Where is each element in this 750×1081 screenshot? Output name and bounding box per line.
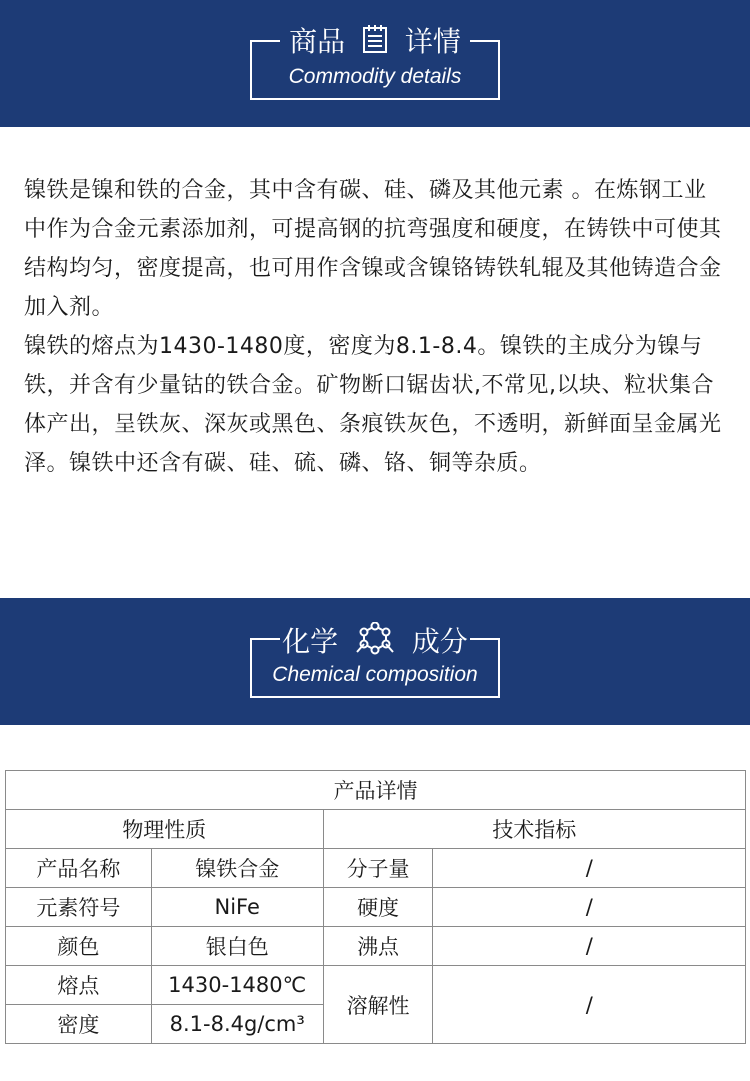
tech-label: 溶解性 — [323, 966, 433, 1044]
description-paragraph-2: 镍铁的熔点为1430-1480度，密度为8.1-8.4。镍铁的主成分为镍与铁，并含有少量钴的铁合金。矿物断口锯齿状,不常见,以块、粒状集合体产出，呈铁灰、深灰或黑色、条痕铁灰色，不透明，新鲜面呈金属光泽。镍铁中还含有碳、硅、硫、磷、铬、铜等杂质。 — [24, 334, 722, 476]
section-title-frame — [250, 25, 500, 100]
table-row — [6, 849, 746, 888]
section-title-right: 详情 — [404, 25, 461, 58]
table-row — [6, 888, 746, 927]
row-value: 1430-1480℃ — [151, 966, 323, 1005]
section-subtitle: Commodity details — [288, 65, 462, 88]
table-title: 产品详情 — [6, 771, 746, 810]
tech-value: / — [433, 966, 746, 1044]
notepad-icon — [362, 24, 388, 62]
section-subtitle: Chemical composition — [272, 663, 478, 686]
row-label: 元素符号 — [6, 888, 152, 927]
row-value: NiFe — [151, 888, 323, 927]
tech-label: 硬度 — [323, 888, 433, 927]
section-title-frame — [250, 625, 500, 698]
group-physical-properties: 物理性质 — [6, 810, 324, 849]
molecule-icon — [355, 622, 395, 664]
description-paragraph-1: 镍铁是镍和铁的合金，其中含有碳、硅、磷及其他元素 。在炼钢工业中作为合金元素添加剂，可提高钢的抗弯强度和硬度，在铸铁中可使其结构均匀，密度提高，也可用作含镍或含镍铬铸铁轧辊及其他铸造合金加入剂。 — [24, 178, 722, 320]
chemical-composition-banner — [0, 598, 750, 725]
section-title-right: 成分 — [411, 625, 468, 658]
tech-label: 分子量 — [323, 849, 433, 888]
table-row — [6, 927, 746, 966]
section-title — [250, 622, 500, 664]
tech-label: 沸点 — [323, 927, 433, 966]
tech-value: / — [433, 888, 746, 927]
row-label: 颜色 — [6, 927, 152, 966]
product-details-table-wrap — [5, 770, 746, 1044]
description-text — [0, 127, 750, 540]
section-title-left: 商品 — [289, 25, 346, 58]
row-label: 密度 — [6, 1005, 152, 1044]
row-label: 产品名称 — [6, 849, 152, 888]
row-value: 镍铁合金 — [151, 849, 323, 888]
section-title — [250, 24, 500, 62]
row-value: 银白色 — [151, 927, 323, 966]
tech-value: / — [433, 927, 746, 966]
section-title-left: 化学 — [282, 625, 339, 658]
row-value: 8.1-8.4g/cm³ — [151, 1005, 323, 1044]
table-row — [6, 966, 746, 1005]
tech-value: / — [433, 849, 746, 888]
row-label: 熔点 — [6, 966, 152, 1005]
commodity-details-banner — [0, 0, 750, 127]
group-technical-specs: 技术指标 — [323, 810, 745, 849]
product-details-table — [5, 770, 746, 1044]
